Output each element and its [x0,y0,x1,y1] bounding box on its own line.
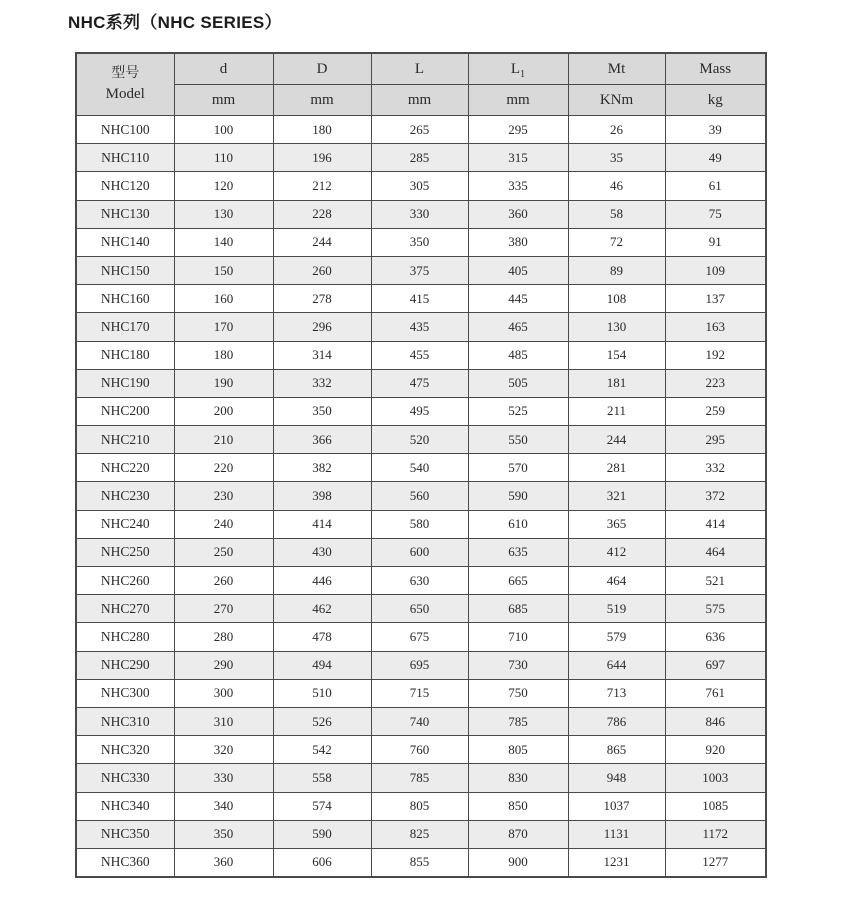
value-cell: 130 [568,313,665,341]
model-cell: NHC170 [76,313,174,341]
value-cell: 321 [568,482,665,510]
value-cell: 340 [174,792,273,820]
value-cell: 366 [273,426,371,454]
value-cell: 372 [665,482,766,510]
model-cell: NHC110 [76,144,174,172]
table-row [76,538,766,566]
value-cell: 350 [174,820,273,848]
model-cell: NHC140 [76,228,174,256]
value-cell: 240 [174,510,273,538]
value-cell: 462 [273,595,371,623]
value-cell: 606 [273,848,371,877]
value-cell: 91 [665,228,766,256]
value-cell: 405 [468,256,568,284]
value-cell: 300 [174,679,273,707]
value-cell: 520 [371,426,468,454]
value-cell: 510 [273,679,371,707]
col-header-d: d [174,53,273,85]
col-header-d: D [273,53,371,85]
table-row [76,482,766,510]
table-row [76,792,766,820]
value-cell: 948 [568,764,665,792]
table-row [76,764,766,792]
value-cell: 636 [665,623,766,651]
value-cell: 315 [468,144,568,172]
value-cell: 375 [371,256,468,284]
value-cell: 525 [468,397,568,425]
value-cell: 542 [273,736,371,764]
value-cell: 574 [273,792,371,820]
value-cell: 75 [665,200,766,228]
value-cell: 785 [468,707,568,735]
value-cell: 495 [371,397,468,425]
value-cell: 900 [468,848,568,877]
value-cell: 446 [273,567,371,595]
value-cell: 140 [174,228,273,256]
value-cell: 478 [273,623,371,651]
value-cell: 398 [273,482,371,510]
value-cell: 1003 [665,764,766,792]
table-row [76,172,766,200]
value-cell: 265 [371,116,468,144]
model-cell: NHC190 [76,369,174,397]
value-cell: 260 [273,256,371,284]
value-cell: 685 [468,595,568,623]
table-row [76,426,766,454]
value-cell: 830 [468,764,568,792]
model-cell: NHC350 [76,820,174,848]
value-cell: 465 [468,313,568,341]
value-cell: 505 [468,369,568,397]
value-cell: 570 [468,454,568,482]
value-cell: 365 [568,510,665,538]
value-cell: 250 [174,538,273,566]
value-cell: 296 [273,313,371,341]
value-cell: 414 [665,510,766,538]
value-cell: 519 [568,595,665,623]
value-cell: 72 [568,228,665,256]
spec-table [75,52,767,878]
value-cell: 713 [568,679,665,707]
value-cell: 270 [174,595,273,623]
model-cell: NHC290 [76,651,174,679]
value-cell: 320 [174,736,273,764]
value-cell: 108 [568,285,665,313]
value-cell: 1277 [665,848,766,877]
value-cell: 192 [665,341,766,369]
value-cell: 635 [468,538,568,566]
value-cell: 190 [174,369,273,397]
value-cell: 332 [665,454,766,482]
value-cell: 160 [174,285,273,313]
col-header-l1: $L_1$ [468,53,568,85]
value-cell: 1231 [568,848,665,877]
value-cell: 285 [371,144,468,172]
value-cell: 805 [371,792,468,820]
value-cell: 785 [371,764,468,792]
table-body [76,116,766,878]
value-cell: 580 [371,510,468,538]
value-cell: 430 [273,538,371,566]
model-cell: NHC260 [76,567,174,595]
model-cell: NHC150 [76,256,174,284]
value-cell: 695 [371,651,468,679]
col-header-mass: Mass [665,53,766,85]
model-cell: NHC250 [76,538,174,566]
col-unit-d: mm [273,85,371,116]
value-cell: 560 [371,482,468,510]
model-cell: NHC180 [76,341,174,369]
value-cell: 1131 [568,820,665,848]
value-cell: 180 [174,341,273,369]
table-row [76,595,766,623]
value-cell: 414 [273,510,371,538]
model-cell: NHC200 [76,397,174,425]
value-cell: 200 [174,397,273,425]
value-cell: 445 [468,285,568,313]
value-cell: 382 [273,454,371,482]
value-cell: 715 [371,679,468,707]
value-cell: 110 [174,144,273,172]
model-cell: NHC300 [76,679,174,707]
value-cell: 855 [371,848,468,877]
value-cell: 26 [568,116,665,144]
value-cell: 49 [665,144,766,172]
value-cell: 46 [568,172,665,200]
value-cell: 630 [371,567,468,595]
model-cell: NHC310 [76,707,174,735]
value-cell: 675 [371,623,468,651]
value-cell: 35 [568,144,665,172]
value-cell: 805 [468,736,568,764]
value-cell: 314 [273,341,371,369]
value-cell: 494 [273,651,371,679]
model-cell: NHC280 [76,623,174,651]
value-cell: 786 [568,707,665,735]
value-cell: 526 [273,707,371,735]
value-cell: 228 [273,200,371,228]
value-cell: 750 [468,679,568,707]
table-row [76,567,766,595]
value-cell: 644 [568,651,665,679]
value-cell: 330 [174,764,273,792]
model-cell: NHC340 [76,792,174,820]
value-cell: 180 [273,116,371,144]
value-cell: 181 [568,369,665,397]
value-cell: 100 [174,116,273,144]
col-header-l: L [371,53,468,85]
value-cell: 244 [568,426,665,454]
value-cell: 650 [371,595,468,623]
value-cell: 230 [174,482,273,510]
value-cell: 154 [568,341,665,369]
col-unit-mass: kg [665,85,766,116]
table-row [76,736,766,764]
value-cell: 558 [273,764,371,792]
table-row [76,651,766,679]
table-row [76,228,766,256]
value-cell: 350 [273,397,371,425]
value-cell: 579 [568,623,665,651]
value-cell: 278 [273,285,371,313]
value-cell: 455 [371,341,468,369]
value-cell: 332 [273,369,371,397]
value-cell: 109 [665,256,766,284]
page-title: NHC系列（NHC SERIES） [68,13,282,32]
value-cell: 58 [568,200,665,228]
value-cell: 220 [174,454,273,482]
value-cell: 610 [468,510,568,538]
table-header [76,53,766,116]
value-cell: 697 [665,651,766,679]
table-row [76,341,766,369]
value-cell: 305 [371,172,468,200]
value-cell: 415 [371,285,468,313]
value-cell: 120 [174,172,273,200]
value-cell: 260 [174,567,273,595]
table-row [76,848,766,877]
value-cell: 280 [174,623,273,651]
model-cell: NHC360 [76,848,174,877]
model-cell: NHC160 [76,285,174,313]
value-cell: 212 [273,172,371,200]
table-row [76,454,766,482]
model-header-zh: 型号 [111,65,140,81]
header-names-row [76,53,766,85]
value-cell: 850 [468,792,568,820]
value-cell: 310 [174,707,273,735]
model-cell: NHC320 [76,736,174,764]
value-cell: 475 [371,369,468,397]
model-cell: NHC100 [76,116,174,144]
value-cell: 39 [665,116,766,144]
table-row [76,200,766,228]
value-cell: 196 [273,144,371,172]
header-units-row [76,85,766,116]
value-cell: 163 [665,313,766,341]
model-cell: NHC210 [76,426,174,454]
col-header-mt: Mt [568,53,665,85]
value-cell: 281 [568,454,665,482]
value-cell: 290 [174,651,273,679]
value-cell: 740 [371,707,468,735]
value-cell: 210 [174,426,273,454]
value-cell: 464 [665,538,766,566]
value-cell: 540 [371,454,468,482]
table-row [76,397,766,425]
value-cell: 259 [665,397,766,425]
value-cell: 330 [371,200,468,228]
value-cell: 865 [568,736,665,764]
table-row [76,510,766,538]
value-cell: 665 [468,567,568,595]
value-cell: 920 [665,736,766,764]
table-row [76,144,766,172]
value-cell: 846 [665,707,766,735]
value-cell: 360 [468,200,568,228]
model-cell: NHC330 [76,764,174,792]
table-row [76,679,766,707]
table-row [76,116,766,144]
value-cell: 730 [468,651,568,679]
value-cell: 295 [468,116,568,144]
model-cell: NHC130 [76,200,174,228]
model-cell: NHC120 [76,172,174,200]
model-cell: NHC270 [76,595,174,623]
value-cell: 464 [568,567,665,595]
table-row [76,313,766,341]
table-row [76,623,766,651]
model-cell: NHC230 [76,482,174,510]
value-cell: 412 [568,538,665,566]
value-cell: 150 [174,256,273,284]
value-cell: 761 [665,679,766,707]
value-cell: 760 [371,736,468,764]
table-row [76,285,766,313]
value-cell: 485 [468,341,568,369]
value-cell: 710 [468,623,568,651]
value-cell: 521 [665,567,766,595]
value-cell: 211 [568,397,665,425]
value-cell: 380 [468,228,568,256]
value-cell: 550 [468,426,568,454]
value-cell: 1172 [665,820,766,848]
value-cell: 350 [371,228,468,256]
value-cell: 435 [371,313,468,341]
col-unit-d: mm [174,85,273,116]
value-cell: 295 [665,426,766,454]
value-cell: 223 [665,369,766,397]
value-cell: 590 [468,482,568,510]
model-cell: NHC220 [76,454,174,482]
value-cell: 590 [273,820,371,848]
model-cell: NHC240 [76,510,174,538]
value-cell: 825 [371,820,468,848]
value-cell: 137 [665,285,766,313]
value-cell: 360 [174,848,273,877]
col-unit-l: mm [371,85,468,116]
table-row [76,707,766,735]
col-unit-l1: mm [468,85,568,116]
value-cell: 1085 [665,792,766,820]
col-unit-mt: KNm [568,85,665,116]
table-row [76,369,766,397]
value-cell: 575 [665,595,766,623]
value-cell: 335 [468,172,568,200]
model-header-en: Model [105,85,145,102]
value-cell: 89 [568,256,665,284]
model-column-header [76,53,174,116]
value-cell: 600 [371,538,468,566]
table-row [76,256,766,284]
value-cell: 61 [665,172,766,200]
table-row [76,820,766,848]
value-cell: 1037 [568,792,665,820]
value-cell: 170 [174,313,273,341]
value-cell: 244 [273,228,371,256]
value-cell: 870 [468,820,568,848]
value-cell: 130 [174,200,273,228]
